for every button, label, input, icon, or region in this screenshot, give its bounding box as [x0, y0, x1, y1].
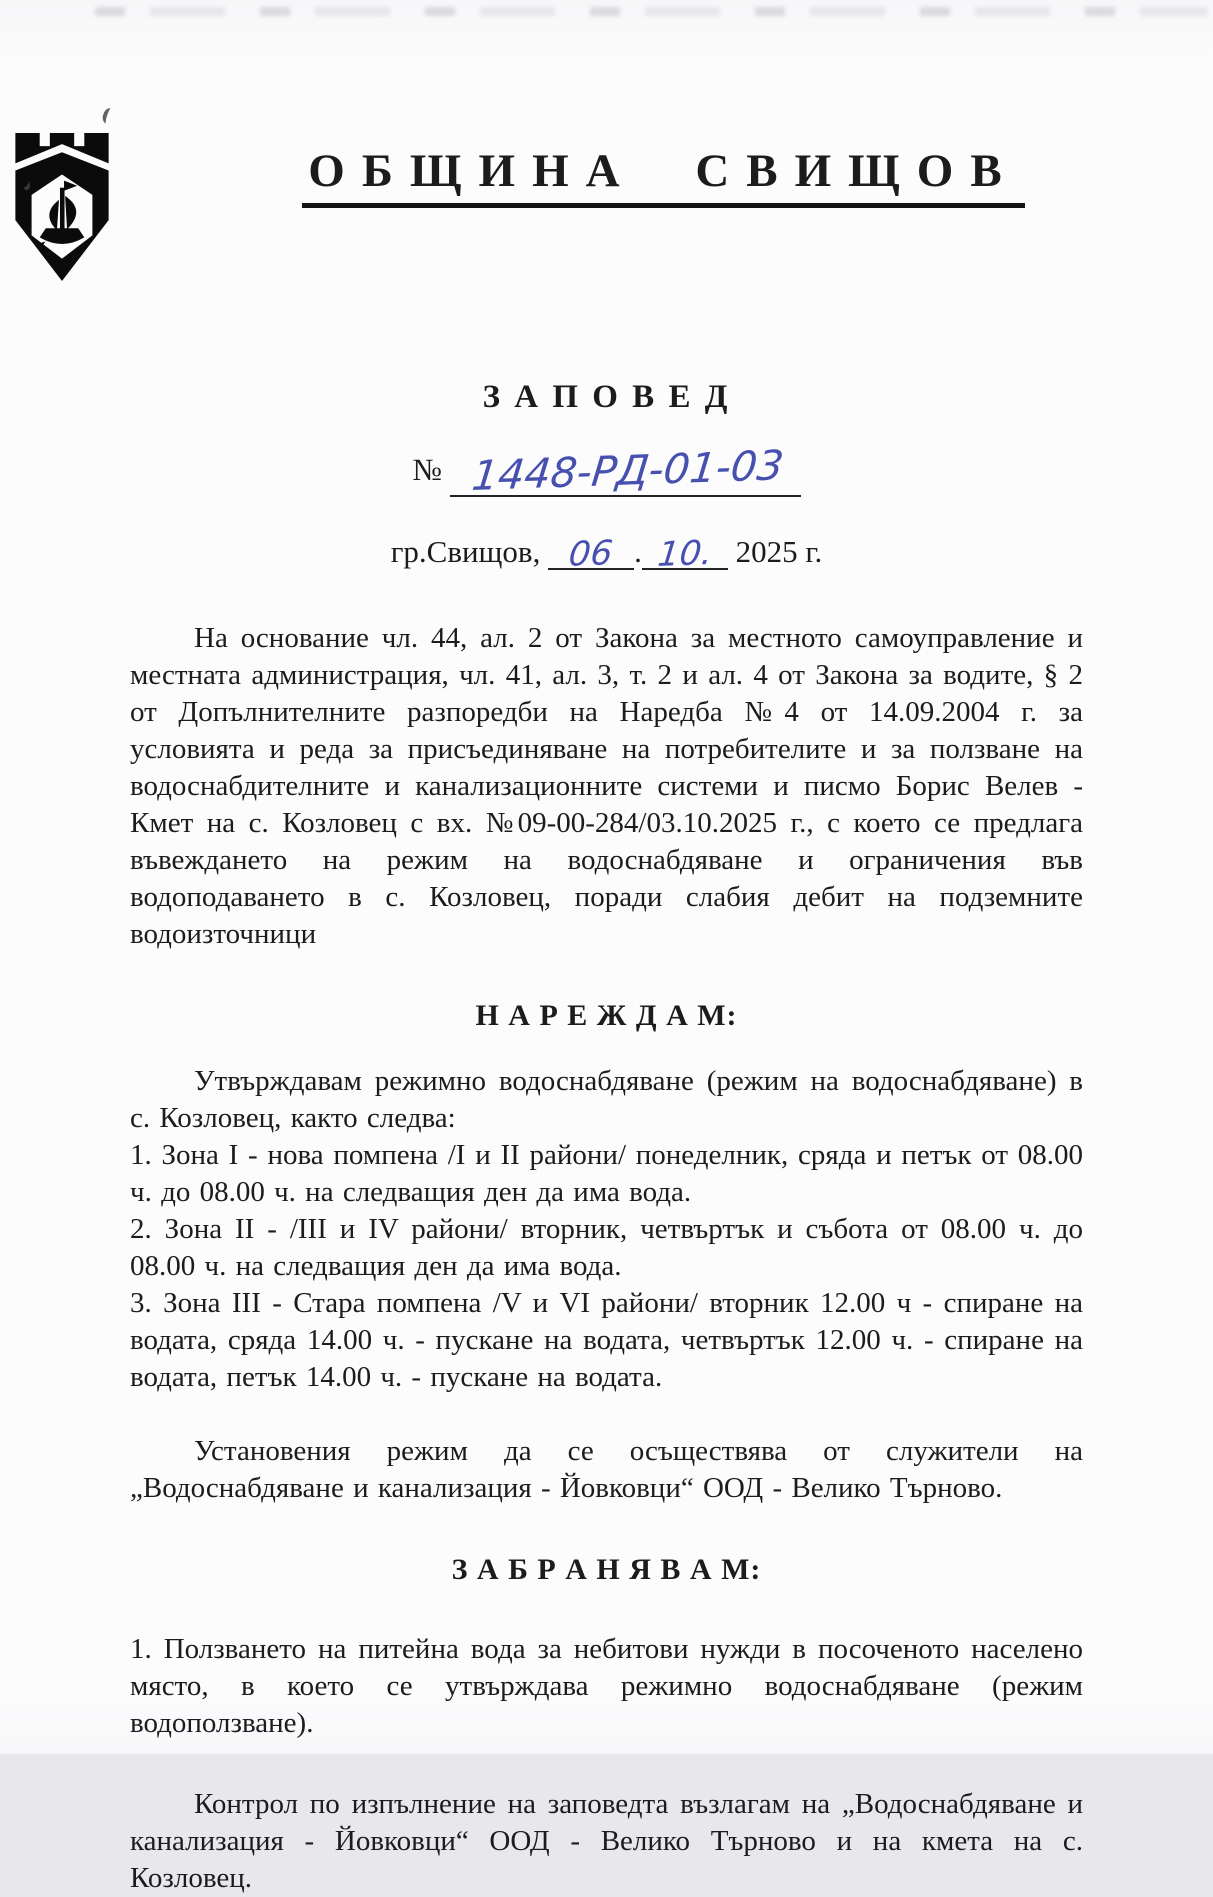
control-assignment-note: Контрол по изпълнение на заповедта възлагам на „Водоснабдяване и канализация - Йовковци“ ООД - Велико Търново и на кмета на с. Козловец.	[130, 1788, 1083, 1894]
order-number-handwritten: 1448-РД-01-03	[469, 441, 787, 500]
header-title-area	[114, 133, 1213, 208]
place-label: гр.Свищов,	[390, 534, 541, 569]
prohibit-item-1: 1. Ползването на питейна вода за небитови нужди в посоченото населено място, в което се утвърждава режимно водоснабдяване (режим водоползване).	[130, 1633, 1083, 1739]
prohibit-section-heading: З А Б Р А Н Я В А М:	[451, 1553, 762, 1586]
order-item-zone-2: 2. Зона II - /III и IV райони/ вторник, четвъртък и събота от 08.00 ч. до 08.00 ч. на следващия ден да има вода.	[130, 1213, 1083, 1282]
order-item-zone-3: 3. Зона III - Стара помпена /V и VI райони/ вторник 12.00 ч - спиране на водата, сряда 14.00 ч. - пускане на водата, четвъртък 12.00 ч. - спиране на водата, петък 14.00 ч. - пускане на водата.	[130, 1287, 1083, 1393]
date-day-blank	[548, 533, 634, 575]
regime-execution-note: Установения режим да се осъществява от служители на „Водоснабдяване и канализация - Йовковци“ ООД - Велико Търново.	[130, 1435, 1083, 1504]
legal-preamble: На основание чл. 44, ал. 2 от Закона за местното самоуправление и местната администрация, чл. 41, ал. 3, т. 2 и ал. 4 от Закона за водите, § 2 от Допълнителните разпоредби на Наредба №4 от 14.09.2004 г. за условията и реда за присъединяване на потребителите и за ползване на водоснабдителните и канализационните системи и писмо Борис Велев - Кмет на с. Козловец с вх. №09-00-284/03.10.2025 г., с което се предлага въвеждането на режим на водоснабдяване и ограничения във водоподаването в с. Козловец, поради слабия дебит на подземните водоизточници	[130, 622, 1083, 950]
date-month-blank	[642, 533, 728, 575]
number-sign: №	[412, 452, 442, 487]
order-number-line	[130, 441, 1083, 510]
document-body	[130, 379, 1083, 1897]
order-intro: Утвърждавам режимно водоснабдяване (режим на водоснабдяване) в с. Козловец, както следва:	[130, 1065, 1083, 1134]
date-month-handwritten: 10.	[655, 533, 715, 575]
order-number-blank	[450, 441, 801, 500]
date-day-handwritten: 06	[567, 533, 615, 575]
scanner-noise-artifact	[95, 7, 1208, 16]
date-year: 2025 г.	[735, 534, 823, 569]
document-header	[0, 0, 1213, 283]
order-title: З А П О В Е Д	[482, 379, 731, 415]
municipality-title: ОБЩИНА СВИЩОВ	[302, 147, 1024, 208]
svishtov-coat-of-arms-icon	[10, 133, 114, 283]
order-item-zone-1: 1. Зона I - нова помпена /I и II райони/ понеделник, сряда и петък от 08.00 ч. до 08.00 ч. на следващия ден да има вода.	[130, 1139, 1083, 1208]
order-section-heading: Н А Р Е Ж Д А М:	[475, 999, 738, 1032]
date-separator: .	[634, 534, 642, 569]
place-date-line	[130, 533, 1083, 575]
